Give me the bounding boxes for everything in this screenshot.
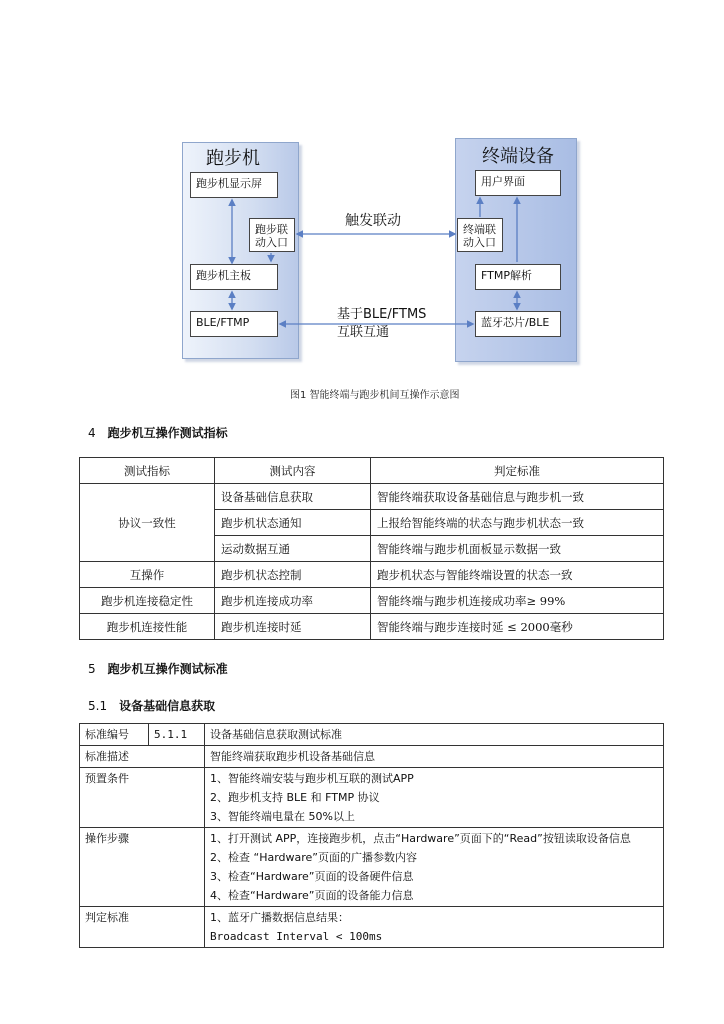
- list-item: 3、检查“Hardware”页面的设备硬件信息: [210, 870, 414, 883]
- table-row: [80, 484, 664, 510]
- table-cell-indicator: 跑步机连接性能: [80, 614, 215, 640]
- interop-label-line1: 基于BLE/FTMS: [337, 307, 427, 322]
- ftmp-parser-box: FTMP解析: [475, 264, 561, 290]
- table-cell-content: 跑步机连接时延: [215, 614, 371, 640]
- diagram-arrows: [170, 130, 590, 370]
- table-cell-criterion: 智能终端与跑步机面板显示数据一致: [371, 536, 664, 562]
- treadmill-mainboard-box: 跑步机主板: [190, 264, 278, 290]
- table-row: [80, 562, 664, 588]
- terminal-panel-title: 终端设备: [482, 146, 554, 167]
- table-cell-content: 跑步机状态通知: [215, 510, 371, 536]
- bluetooth-chip-box: 蓝牙芯片/BLE: [475, 311, 561, 337]
- table-row: [80, 768, 664, 828]
- list-item: 2、检查 “Hardware”页面的广播参数内容: [210, 851, 418, 864]
- section51-number: 5.1: [88, 699, 108, 713]
- list-item: Broadcast Interval < 100ms: [210, 930, 383, 943]
- list-item: 1、蓝牙广播数据信息结果：: [210, 911, 349, 924]
- standard-table: [79, 723, 664, 948]
- table-cell-content: 跑步机状态控制: [215, 562, 371, 588]
- table-cell-criterion: 上报给智能终端的状态与跑步机状态一致: [371, 510, 664, 536]
- std-steps-label: 操作步骤: [80, 828, 205, 907]
- table-row: [80, 724, 664, 746]
- table-cell-indicator: 跑步机连接稳定性: [80, 588, 215, 614]
- table-row: [80, 588, 664, 614]
- table-header: 测试内容: [215, 458, 371, 484]
- section5-title: 跑步机互操作测试标准: [107, 662, 228, 676]
- std-precondition-list: [205, 768, 664, 828]
- figure-caption: 图1 智能终端与跑步机间互操作示意图: [290, 390, 460, 401]
- section51-title: 设备基础信息获取: [119, 699, 216, 713]
- section4-number: 4: [88, 426, 96, 440]
- table-row: [80, 907, 664, 948]
- interop-label-line2: 互联互通: [337, 325, 390, 340]
- table-header-row: [80, 458, 664, 484]
- user-interface-box: 用户界面: [475, 170, 561, 196]
- std-steps-list: [205, 828, 664, 907]
- treadmill-ble-box: BLE/FTMP: [190, 311, 278, 337]
- table-header: 判定标准: [371, 458, 664, 484]
- section5-number: 5: [88, 662, 96, 676]
- table-cell-criterion: 智能终端获取设备基础信息与跑步机一致: [371, 484, 664, 510]
- treadmill-panel-title: 跑步机: [206, 148, 260, 169]
- std-precondition-label: 预置条件: [80, 768, 205, 828]
- interaction-diagram: [170, 130, 590, 370]
- std-id-label: 标准编号: [80, 724, 149, 746]
- treadmill-linkage-entry-box: 跑步联动入口: [249, 218, 295, 252]
- table-header: 测试指标: [80, 458, 215, 484]
- table-row: [80, 614, 664, 640]
- section4-title: 跑步机互操作测试指标: [107, 426, 228, 440]
- table-row: [80, 828, 664, 907]
- std-id-value: 5.1.1: [149, 724, 205, 746]
- section5-heading: [88, 660, 228, 677]
- list-item: 2、跑步机支持 BLE 和 FTMP 协议: [210, 791, 380, 804]
- table-cell-content: 设备基础信息获取: [215, 484, 371, 510]
- std-judge-label: 判定标准: [80, 907, 205, 948]
- table-cell-content: 运动数据互通: [215, 536, 371, 562]
- table-cell-criterion: 跑步机状态与智能终端设置的状态一致: [371, 562, 664, 588]
- indicator-table: [79, 457, 664, 640]
- trigger-linkage-label: 触发联动: [345, 213, 401, 229]
- table-cell-content: 跑步机连接成功率: [215, 588, 371, 614]
- list-item: 4、检查“Hardware”页面的设备能力信息: [210, 889, 414, 902]
- section4-heading: [88, 424, 228, 441]
- treadmill-display-box: 跑步机显示屏: [190, 172, 278, 198]
- terminal-linkage-entry-box: 终端联动入口: [457, 218, 503, 252]
- std-judge-list: [205, 907, 664, 948]
- table-cell-criterion: 智能终端与跑步机连接成功率≥ 99%: [371, 588, 664, 614]
- list-item: 1、智能终端安装与跑步机互联的测试APP: [210, 772, 414, 785]
- table-cell-indicator: 协议一致性: [80, 484, 215, 562]
- std-desc-value: 智能终端获取跑步机设备基础信息: [205, 746, 664, 768]
- table-cell-indicator: 互操作: [80, 562, 215, 588]
- list-item: 1、打开测试 APP，连接跑步机，点击“Hardware”页面下的“Read”按钮读取设备信息: [210, 832, 631, 845]
- table-row: [80, 746, 664, 768]
- section51-heading: [88, 697, 215, 714]
- std-title: 设备基础信息获取测试标准: [205, 724, 664, 746]
- list-item: 3、智能终端电量在 50%以上: [210, 810, 355, 823]
- std-desc-label: 标准描述: [80, 746, 205, 768]
- table-cell-criterion: 智能终端与跑步连接时延 ≤ 2000毫秒: [371, 614, 664, 640]
